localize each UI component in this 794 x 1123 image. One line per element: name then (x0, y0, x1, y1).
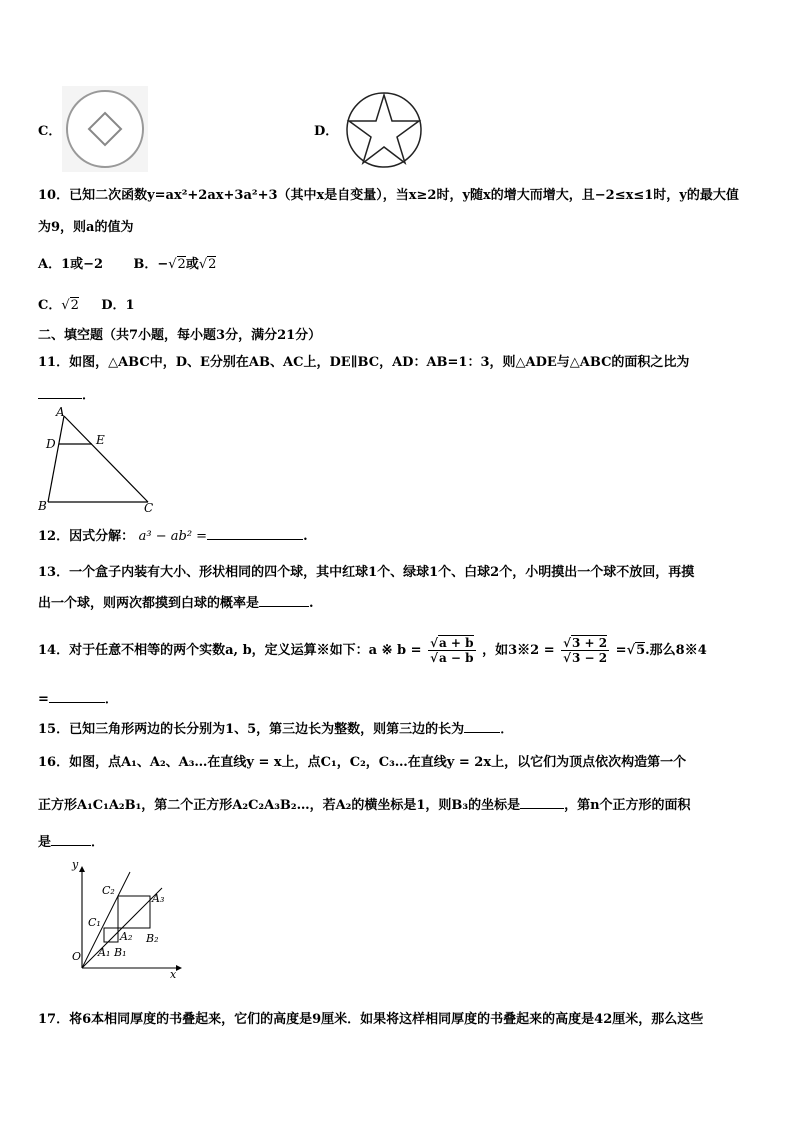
q16-line3-tail: ． (91, 835, 105, 850)
q15-text: 15．已知三角形两边的长分别为1、5，第三边长为整数，则第三边的长为 (38, 722, 465, 737)
fraction-denominator: √3 − 2 (563, 651, 608, 665)
q17-line: 17．将6本相同厚度的书叠起来，它们的高度是9厘米．如果将这样相同厚度的书叠起来的高度是42厘米，那么这些 (38, 1012, 704, 1027)
fraction-numerator: √3 + 2 (563, 636, 608, 650)
q14-fraction-definition (428, 636, 475, 665)
label-x: x (170, 968, 177, 980)
q12-expression: a³ − ab² = (138, 529, 208, 544)
q12-tail: . (303, 529, 308, 544)
q14-equals: = (615, 643, 627, 658)
q16-line3 (38, 833, 104, 851)
answer-blank[interactable] (259, 594, 309, 607)
q13-line1: 13．一个盒子内装有大小、形状相同的四个球，其中红球1个、绿球1个、白球2个，小明摸出一个球不放回，再摸 (38, 565, 695, 580)
q10-line1: 10．已知二次函数y=ax²+2ax+3a²+3（其中x是自变量），当x≥2时，y随x的增大而增大，且−2≤x≤1时，y的最大值 (38, 188, 739, 203)
label-C1: C₁ (88, 916, 101, 929)
option-d-figure (344, 90, 424, 170)
q16-line2 (38, 796, 691, 814)
q13-tail: . (309, 596, 314, 611)
answer-blank[interactable] (207, 527, 303, 540)
q14-prefix: 14．对于任意不相等的两个实数a, b，定义运算※如下：a ※ b = (38, 643, 422, 658)
option-d-label: D． (314, 124, 339, 139)
q11-tail: ． (82, 388, 96, 403)
fraction-numerator: √a + b (430, 636, 474, 650)
fraction-denominator: √a − b (430, 651, 474, 665)
label-C: C (144, 501, 154, 515)
q10-options-cd (38, 298, 135, 314)
q16-line1: 16．如图，点A₁、A₂、A₃…在直线y = x上，点C₁，C₂，C₃…在直线y = 2x上，以它们为顶点依次构造第一个 (38, 755, 687, 770)
section-heading: 二、填空题（共7小题，每小题3分，满分21分） (38, 328, 322, 343)
sqrt-sign: √ (626, 643, 636, 658)
q14-line2-tail: ． (104, 692, 118, 707)
label-A1: A₁ (98, 946, 111, 959)
q14-tail: .那么8※4 (645, 643, 707, 658)
q16-line2-a: 正方形A₁C₁A₂B₁，第二个正方形A₂C₂A₃B₂…，若A₂的横坐标是1，则B₃的坐标是 (38, 798, 521, 813)
sqrt-sign: √ (61, 298, 70, 313)
q14-line2 (38, 690, 118, 708)
label-B: B (38, 499, 47, 513)
answer-blank[interactable] (38, 386, 82, 399)
q10-option-c-sqrt: 2 (70, 298, 79, 313)
q14-mid: ，如3※2 = (482, 643, 555, 658)
q10-option-a: A．1或−2 (38, 257, 104, 272)
q10-option-b-prefix: B．− (133, 257, 169, 272)
label-B1: B₁ (114, 946, 127, 959)
sqrt-sign: √ (168, 257, 177, 272)
option-c-figure (62, 86, 148, 172)
q16-line2-b: ，第n个正方形的面积 (564, 798, 691, 813)
label-y: y (72, 862, 79, 871)
q11-text: 11．如图，△ABC中，D、E分别在AB、AC上，DE∥BC，AD：AB=1：3，则△ADE与△ABC的面积之比为 (38, 355, 690, 370)
q15-line (38, 720, 513, 738)
q14-fraction-example (561, 636, 609, 665)
answer-blank[interactable] (51, 833, 91, 846)
q10-option-b-mid: 或 (185, 257, 199, 272)
q16-squares-figure (62, 862, 188, 980)
label-B2: B₂ (146, 932, 159, 945)
option-c-label: C． (38, 124, 62, 139)
q14-line2-prefix: = (38, 692, 49, 707)
q10-option-c: C． (38, 298, 62, 313)
q13-text: 出一个球，则两次都摸到白球的概率是 (38, 596, 260, 611)
q10-option-d: D．1 (101, 298, 135, 313)
q13-line2 (38, 594, 314, 612)
q16-line3-prefix: 是 (38, 835, 52, 850)
q12-line (38, 527, 308, 545)
q10-options-ab (38, 257, 216, 273)
sqrt-sign: √ (198, 257, 208, 272)
label-E: E (96, 433, 105, 447)
q11-answer-line (38, 386, 95, 404)
label-A3: A₃ (152, 892, 165, 905)
q10-option-b-sqrt-a: 2 (177, 257, 186, 272)
label-C2: C₂ (102, 884, 115, 897)
q15-tail: ． (500, 722, 514, 737)
label-O: O (72, 950, 82, 963)
label-D: D (46, 437, 56, 451)
answer-blank[interactable] (520, 796, 564, 809)
q10-option-b-sqrt-b: 2 (208, 257, 217, 272)
q11-triangle-figure (38, 404, 162, 516)
answer-blank[interactable] (464, 720, 500, 733)
q12-prefix: 12．因式分解： (38, 529, 135, 544)
label-A: A (56, 405, 65, 419)
answer-blank[interactable] (49, 690, 105, 703)
label-A2: A₂ (120, 930, 133, 943)
q14-sqrt5: 5 (636, 643, 646, 658)
q10-line2: 为9，则a的值为 (38, 220, 134, 235)
q14-line1 (38, 633, 707, 669)
